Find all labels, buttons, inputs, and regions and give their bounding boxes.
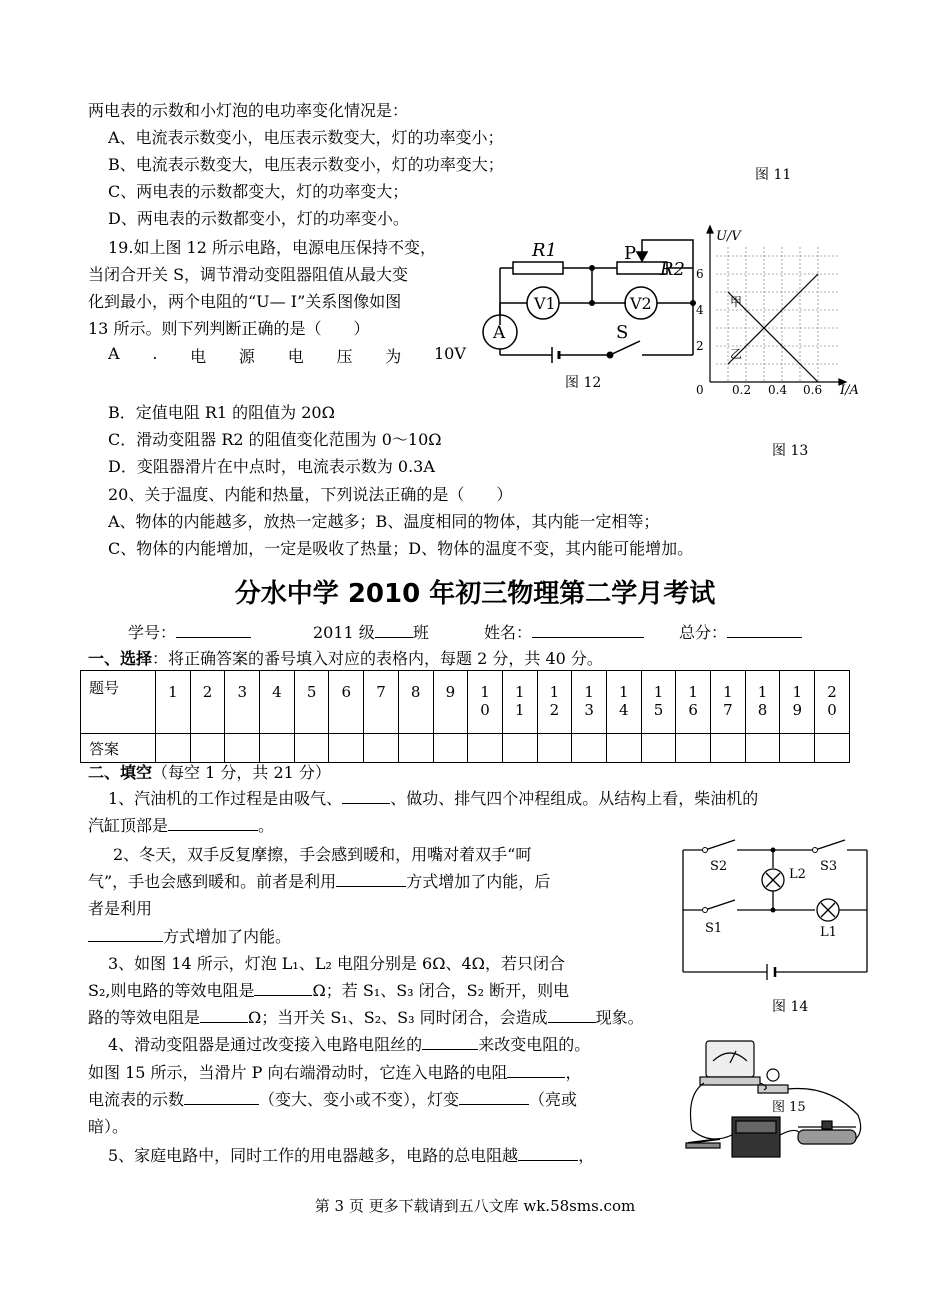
cell-digit: 1 bbox=[549, 683, 560, 701]
answer-cell[interactable] bbox=[711, 734, 746, 763]
y-axis-label: U/V bbox=[716, 229, 741, 244]
cell-digit: 9 bbox=[445, 683, 456, 701]
table-number-cell bbox=[190, 671, 225, 734]
x-tick: 0.2 bbox=[732, 383, 752, 397]
q19-option-a bbox=[108, 344, 466, 367]
fill-blank[interactable] bbox=[168, 816, 258, 831]
table-number-cell bbox=[156, 671, 191, 734]
table-number-cell bbox=[398, 671, 433, 734]
cell-digit bbox=[329, 701, 363, 721]
q19-a-part: 源 bbox=[238, 347, 255, 366]
cell-digit: 1 bbox=[480, 683, 490, 701]
table-number-cell bbox=[329, 671, 364, 734]
fig14-circuit bbox=[675, 832, 875, 992]
page-footer: 第 3 页 更多下载请到五八文库 wk.58sms.com bbox=[314, 1197, 636, 1215]
table-number-cell bbox=[433, 671, 468, 734]
fig13-graph bbox=[690, 222, 870, 407]
table-head-answer: 答案 bbox=[81, 734, 156, 763]
table-number-cell bbox=[606, 671, 641, 734]
x-tick: 0.4 bbox=[768, 383, 788, 397]
fig14-caption: 图 14 bbox=[772, 999, 809, 1015]
answer-cell[interactable] bbox=[398, 734, 433, 763]
cell-digit: 4 bbox=[272, 683, 282, 701]
fill-blank[interactable] bbox=[342, 789, 390, 804]
series-label-jia: 甲 bbox=[730, 295, 743, 309]
fill3-text: Ω；若 S₁、S₃ 闭合，S₂ 断开，则电 bbox=[312, 981, 570, 1000]
table-number-cell bbox=[780, 671, 815, 734]
table-number-cell bbox=[260, 671, 295, 734]
fill4-text: 电流表的示数 bbox=[88, 1090, 185, 1109]
label-l1: L1 bbox=[820, 925, 837, 940]
answer-cell[interactable] bbox=[260, 734, 295, 763]
answer-cell[interactable] bbox=[572, 734, 607, 763]
table-number-cell bbox=[641, 671, 676, 734]
cell-digit: 1 bbox=[757, 683, 768, 701]
fill3-line3 bbox=[88, 1005, 644, 1028]
section1-heading bbox=[88, 646, 603, 669]
table-number-cell bbox=[537, 671, 572, 734]
table-number-cell bbox=[572, 671, 607, 734]
fig15-caption: 图 15 bbox=[772, 1100, 806, 1115]
x-axis-label: I/A bbox=[840, 383, 859, 398]
cell-digit: 8 bbox=[757, 701, 768, 719]
answer-cell[interactable] bbox=[641, 734, 676, 763]
cell-digit: 1 bbox=[514, 701, 525, 719]
cell-digit: 1 bbox=[168, 683, 178, 701]
q19-line4: 13 所示。则下列判断正确的是（ ） bbox=[88, 319, 370, 338]
table-number-cell bbox=[364, 671, 399, 734]
fill4-line4: 暗）。 bbox=[88, 1117, 129, 1136]
fig12-caption: 图 12 bbox=[565, 375, 602, 391]
x-tick: 0 bbox=[696, 383, 704, 397]
answer-cell[interactable] bbox=[364, 734, 399, 763]
fill1-text: 、做功、排气四个冲程组成。从结构上看，柴油机的 bbox=[390, 789, 759, 808]
student-no-text: 学号： bbox=[128, 623, 177, 642]
table-number-cell bbox=[225, 671, 260, 734]
fill3-text: 现象。 bbox=[595, 1008, 644, 1027]
cell-digit: 0 bbox=[480, 701, 490, 719]
q19-a-part: A bbox=[108, 344, 120, 363]
table-row-numbers bbox=[81, 671, 850, 734]
cell-digit: 3 bbox=[237, 683, 247, 701]
class-label bbox=[313, 620, 429, 643]
fill1-line2 bbox=[88, 813, 274, 836]
label-v2: V2 bbox=[630, 294, 652, 313]
cell-digit bbox=[260, 701, 294, 721]
table-number-cell bbox=[745, 671, 780, 734]
fill1-text: 1、汽油机的工作过程是由吸气、 bbox=[108, 789, 343, 808]
cell-digit: 6 bbox=[341, 683, 352, 701]
fill2-line1: 2、冬天，双手反复摩擦，手会感到暖和，用嘴对着双手“呵 bbox=[113, 845, 532, 864]
table-number-cell bbox=[815, 671, 850, 734]
cell-digit bbox=[156, 701, 190, 721]
lamp-base bbox=[758, 1085, 788, 1093]
cell-digit bbox=[434, 701, 468, 721]
cell-digit: 2 bbox=[827, 683, 837, 701]
table-number-cell bbox=[676, 671, 711, 734]
fill-blank[interactable] bbox=[507, 1063, 565, 1078]
answer-cell[interactable] bbox=[225, 734, 260, 763]
answer-cell[interactable] bbox=[606, 734, 641, 763]
fill4-line1 bbox=[108, 1032, 590, 1055]
fill-blank[interactable] bbox=[422, 1035, 478, 1050]
student-no-label bbox=[128, 620, 251, 643]
answer-cell[interactable] bbox=[156, 734, 191, 763]
table-row-answers bbox=[81, 734, 850, 763]
fill4-text: （亮或 bbox=[529, 1090, 578, 1109]
cell-digit: 1 bbox=[584, 683, 594, 701]
cell-digit: 1 bbox=[792, 683, 802, 701]
score-field[interactable] bbox=[727, 623, 802, 638]
cell-digit: 8 bbox=[410, 683, 421, 701]
score-text: 总分： bbox=[679, 623, 728, 642]
fill4-text: 如图 15 所示，当滑片 P 向右端滑动时，它连入电路的电阻 bbox=[88, 1063, 508, 1082]
cell-digit: 4 bbox=[619, 701, 629, 719]
cell-digit bbox=[295, 701, 329, 721]
q19-option-b: B．定值电阻 R1 的阻值为 20Ω bbox=[108, 403, 335, 422]
q18-option-b: B、电流表示数变大，电压表示数变小，灯的功率变大； bbox=[108, 155, 504, 174]
fill4-line3 bbox=[88, 1087, 577, 1110]
cell-digit: 1 bbox=[653, 683, 664, 701]
label-v1: V1 bbox=[534, 294, 556, 313]
cell-digit: 3 bbox=[584, 701, 594, 719]
answer-cell[interactable] bbox=[537, 734, 572, 763]
grade-text: 2011 级 bbox=[313, 623, 375, 642]
q18-option-d: D、两电表的示数都变小，灯的功率变小。 bbox=[108, 209, 409, 228]
cell-digit: 1 bbox=[723, 683, 733, 701]
fill-blank[interactable] bbox=[518, 1146, 578, 1161]
series-label-yi: 乙 bbox=[730, 347, 743, 361]
fill4-text: 来改变电阻的。 bbox=[478, 1035, 591, 1054]
cell-digit: 5 bbox=[306, 683, 317, 701]
q19-a-part: 压 bbox=[336, 347, 353, 366]
cell-digit: 1 bbox=[619, 683, 629, 701]
cell-digit: 7 bbox=[723, 701, 733, 719]
answer-cell[interactable] bbox=[190, 734, 225, 763]
student-no-field[interactable] bbox=[176, 623, 251, 638]
fill-blank[interactable] bbox=[459, 1090, 529, 1105]
fill5-text: 5、家庭电路中，同时工作的用电器越多，电路的总电阻越 bbox=[108, 1146, 519, 1165]
fill2-text: 方式增加了内能，后 bbox=[406, 872, 551, 891]
answer-cell[interactable] bbox=[468, 734, 503, 763]
cell-digit bbox=[399, 701, 433, 721]
fill4-line2 bbox=[88, 1060, 582, 1083]
fill1-text: 。 bbox=[258, 816, 275, 835]
fill2-line2 bbox=[88, 869, 550, 892]
fig12-circuit bbox=[480, 235, 700, 395]
answer-cell[interactable] bbox=[502, 734, 537, 763]
fill2-line4 bbox=[88, 924, 291, 947]
q18-stem: 两电表的示数和小灯泡的电功率变化情况是： bbox=[88, 101, 409, 120]
fill3-text: Ω；当开关 S₁、S₂、S₃ 同时闭合，会造成 bbox=[248, 1008, 548, 1027]
name-field[interactable] bbox=[532, 623, 644, 638]
exam-title: 分水中学 2010 年初三物理第二学月考试 bbox=[234, 579, 716, 609]
answer-cell[interactable] bbox=[676, 734, 711, 763]
cell-digit bbox=[191, 701, 225, 721]
q19-a-part: . bbox=[152, 344, 158, 363]
cell-digit: 1 bbox=[514, 683, 525, 701]
table-number-cell bbox=[294, 671, 329, 734]
q19-a-part: 电 bbox=[190, 347, 207, 366]
q20-options-ab: A、物体的内能越多，放热一定越多；B、温度相同的物体，其内能一定相等； bbox=[108, 512, 660, 531]
label-switch: S bbox=[616, 322, 629, 343]
cell-digit: 2 bbox=[549, 701, 560, 719]
q19-option-c: C．滑动变阻器 R2 的阻值变化范围为 0～10Ω bbox=[108, 430, 442, 449]
fig13-caption: 图 13 bbox=[772, 443, 809, 459]
cell-digit: 0 bbox=[827, 701, 837, 719]
ammeter-device bbox=[706, 1041, 754, 1077]
section2-text: （每空 1 分，共 21 分） bbox=[152, 763, 331, 782]
name-text: 姓名： bbox=[484, 623, 533, 642]
label-r1: R1 bbox=[532, 240, 558, 261]
q19-line3: 化到最小，两个电阻的“U— I”关系图像如图 bbox=[88, 292, 402, 311]
q18-option-a: A、电流表示数变小，电压表示数变大，灯的功率变小； bbox=[108, 128, 504, 147]
label-r2: R2 bbox=[660, 259, 686, 280]
fill3-text: S₂,则电路的等效电阻是 bbox=[88, 981, 255, 1000]
y-tick: 2 bbox=[696, 339, 704, 353]
fill-blank[interactable] bbox=[336, 872, 406, 887]
table-number-cell bbox=[502, 671, 537, 734]
resistor-r1 bbox=[513, 262, 563, 274]
rheostat bbox=[798, 1130, 856, 1144]
fill1-line1 bbox=[108, 786, 758, 809]
label-ammeter: A bbox=[493, 323, 506, 343]
answer-cell[interactable] bbox=[780, 734, 815, 763]
section2-label: 二、填空 bbox=[88, 763, 153, 782]
fill3-line2 bbox=[88, 978, 569, 1001]
q19-a-part: 电 bbox=[287, 347, 304, 366]
answer-cell[interactable] bbox=[294, 734, 329, 763]
cell-digit: 2 bbox=[202, 683, 213, 701]
cell-digit: 6 bbox=[688, 701, 698, 719]
fill3-line1: 3、如图 14 所示，灯泡 L₁、L₂ 电阻分别是 6Ω、4Ω，若只闭合 bbox=[108, 954, 565, 973]
answer-cell[interactable] bbox=[745, 734, 780, 763]
fill5-text: ， bbox=[578, 1146, 595, 1165]
label-p: P bbox=[624, 243, 637, 264]
fill-blank[interactable] bbox=[548, 1008, 596, 1023]
answer-table bbox=[80, 670, 850, 763]
label-s3: S3 bbox=[820, 859, 838, 874]
table-number-cell bbox=[711, 671, 746, 734]
q19-line2: 当闭合开关 S，调节滑动变阻器阻值从最大变 bbox=[88, 265, 409, 284]
cell-digit: 7 bbox=[376, 683, 386, 701]
cell-digit: 9 bbox=[792, 701, 802, 719]
label-s2: S2 bbox=[710, 859, 728, 874]
answer-cell[interactable] bbox=[329, 734, 364, 763]
label-l2: L2 bbox=[789, 867, 806, 882]
fill2-text: 方式增加了内能。 bbox=[163, 927, 292, 946]
fill-blank[interactable] bbox=[200, 1008, 248, 1023]
cell-digit bbox=[225, 701, 259, 721]
y-tick: 4 bbox=[696, 303, 704, 317]
q19-a-part: 为 bbox=[385, 347, 402, 366]
q19-option-d: D．变阻器滑片在中点时，电流表示数为 0.3A bbox=[108, 457, 435, 476]
cell-digit bbox=[364, 701, 398, 721]
name-label bbox=[484, 620, 644, 643]
fill3-text: 路的等效电阻是 bbox=[88, 1008, 201, 1027]
class-field[interactable] bbox=[375, 623, 413, 638]
q19-a-part: 10V bbox=[433, 344, 466, 363]
q19-line1: 19.如上图 12 所示电路，电源电压保持不变， bbox=[108, 238, 436, 257]
fill-blank[interactable] bbox=[88, 927, 163, 942]
class-text: 班 bbox=[412, 623, 429, 642]
label-s1: S1 bbox=[705, 921, 723, 936]
fill4-text: 4、滑动变阻器是通过改变接入电路电阻丝的 bbox=[108, 1035, 423, 1054]
q18-option-c: C、两电表的示数都变大，灯的功率变大； bbox=[108, 182, 409, 201]
fill4-text: （变大、变小或不变），灯变 bbox=[259, 1090, 460, 1109]
fill-blank[interactable] bbox=[184, 1090, 259, 1105]
table-number-cell bbox=[468, 671, 503, 734]
fill-blank[interactable] bbox=[254, 981, 312, 996]
cell-digit: 5 bbox=[653, 701, 664, 719]
section1-text: ：将正确答案的番号填入对应的表格内，每题 2 分，共 40 分。 bbox=[152, 649, 603, 668]
section1-label: 一、选择 bbox=[88, 649, 153, 668]
fill2-line3: 者是利用 bbox=[88, 899, 153, 918]
fill1-text: 汽缸顶部是 bbox=[88, 816, 169, 835]
fill4-text: ， bbox=[565, 1063, 582, 1082]
q20-stem: 20、关于温度、内能和热量，下列说法正确的是（ ） bbox=[108, 485, 513, 504]
q20-options-cd: C、物体的内能增加，一定是吸收了热量；D、物体的温度不变，其内能可能增加。 bbox=[108, 539, 694, 558]
cell-digit: 1 bbox=[688, 683, 698, 701]
x-tick: 0.6 bbox=[803, 383, 823, 397]
score-label bbox=[679, 620, 802, 643]
table-head-number: 题号 bbox=[81, 671, 156, 734]
answer-cell[interactable] bbox=[815, 734, 850, 763]
fill2-text: 气”，手也会感到暖和。前者是利用 bbox=[88, 872, 337, 891]
fill5-line1 bbox=[108, 1143, 594, 1166]
section2-heading bbox=[88, 760, 331, 783]
answer-cell[interactable] bbox=[433, 734, 468, 763]
y-tick: 6 bbox=[696, 267, 704, 281]
fig11-caption: 图 11 bbox=[755, 167, 792, 183]
